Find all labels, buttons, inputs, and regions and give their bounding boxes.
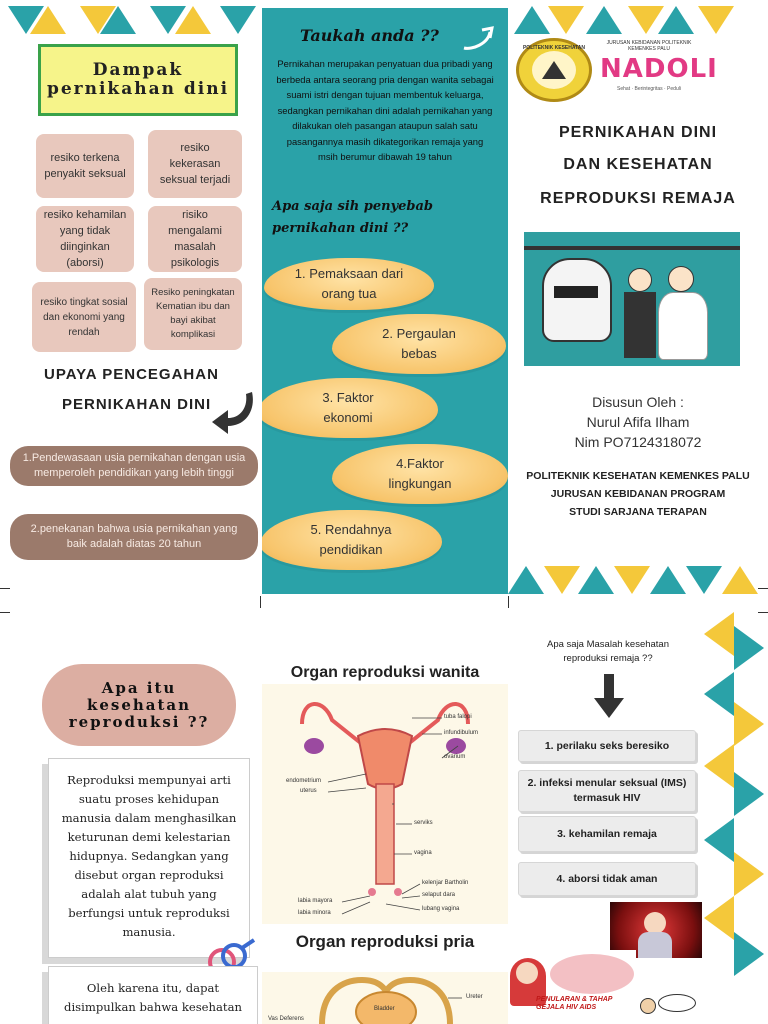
bottom-right-panel: [508, 612, 768, 1024]
cause-text: 2. Pergaulan bebas: [382, 326, 456, 361]
prevention-item: 2.penekanan bahwa usia pernikahan yang baik adalah diatas 20 tahun: [10, 514, 258, 560]
decor-triangle: [704, 896, 734, 940]
effect-box: resiko terkena penyakit seksual: [36, 134, 134, 198]
taukah-title: Taukah anda ??: [300, 26, 439, 45]
dampak-title-box: [38, 44, 238, 116]
top-middle-panel: [262, 8, 508, 594]
decor-triangle: [734, 626, 764, 670]
reproduksi-title: Apa itu kesehatan reproduksi ??: [68, 678, 210, 731]
prevention-title-2: PERNIKAHAN DINI: [62, 396, 212, 413]
reproduksi-body-box: [48, 758, 250, 958]
decor-triangle: [548, 6, 584, 34]
cause-cloud: [262, 510, 442, 570]
poltekkes-logo-text: POLITEKNIK KESEHATAN: [522, 45, 586, 51]
effect-box: resiko kekerasan seksual terjadi: [148, 130, 242, 198]
decor-triangle: [722, 566, 758, 594]
cause-text: 3. Faktor ekonomi: [322, 390, 374, 425]
institution-3: STUDI SARJANA TERAPAN: [569, 506, 707, 518]
crop-mark: [0, 612, 10, 613]
label-vas-deferens: Vas Deferens: [268, 1016, 304, 1022]
cause-text: 4.Faktor lingkungan: [388, 456, 452, 491]
decor-triangle: [586, 6, 622, 34]
male-organ-diagram: [262, 972, 508, 1024]
cause-text: 5. Rendahnya pendidikan: [310, 522, 392, 557]
decor-triangle: [508, 566, 544, 594]
cover-title-2: DAN KESEHATAN: [563, 156, 713, 173]
author-nim: Nim PO7124318072: [574, 434, 702, 450]
decor-triangle: [704, 672, 734, 716]
cause-cloud: [264, 258, 434, 310]
label-kelenjar-bartholin: kelenjar Bartholin: [422, 880, 469, 886]
decor-triangle: [704, 744, 734, 788]
crop-mark: [758, 612, 768, 613]
label-labia-minora: labia minora: [298, 910, 331, 916]
dampak-title: Dampak pernikahan dini: [46, 60, 230, 99]
nadoli-sub: Sehat · Berintegritas · Peduli: [617, 86, 681, 92]
label-ureter: Ureter: [466, 994, 483, 1000]
nadoli-brand: NADOLI: [600, 54, 718, 84]
decor-triangle: [704, 818, 734, 862]
author-label: Disusun Oleh :: [592, 394, 684, 410]
decor-triangle: [686, 566, 722, 594]
swoosh-arrow-icon: [460, 24, 496, 54]
decor-triangle: [514, 6, 550, 34]
problems-question: Apa saja Masalah kesehatan reproduksi remaja ??: [547, 639, 669, 664]
decor-triangle: [30, 6, 66, 34]
decor-triangle: [175, 6, 211, 34]
reproduksi-body: Reproduksi mempunyai arti suatu proses kehidupan manusia dalam menghasilkan keturunan demi kelestarian hidupnya. Sedangkan yang disebut organ reproduksi adalah alat tubuh yang berfungsi untuk reproduksi manusia.: [61, 773, 237, 939]
decor-triangle: [658, 6, 694, 34]
decor-triangle: [650, 566, 686, 594]
crop-mark: [260, 596, 261, 608]
label-selaput-dara: selaput dara: [422, 892, 456, 898]
top-right-panel: [508, 0, 768, 595]
poltekkes-logo: [516, 38, 592, 102]
decor-triangle: [544, 566, 580, 594]
problem-box: 2. infeksi menular seksual (IMS) termasuk HIV: [518, 770, 696, 812]
reproduksi-title-pill: [42, 664, 236, 746]
nadoli-logo-top: JURUSAN KEBIDANAN POLITEKNIK KEMENKES PALU: [606, 40, 692, 52]
male-organ-title: Organ reproduksi pria: [295, 932, 475, 951]
prevention-title-1: UPAYA PENCEGAHAN: [44, 366, 219, 383]
crop-mark: [758, 588, 768, 589]
cover-title-3: REPRODUKSI REMAJA: [540, 190, 736, 207]
cause-cloud: [332, 444, 508, 504]
author-name: Nurul Afifa Ilham: [586, 414, 690, 430]
cause-cloud: [332, 314, 506, 374]
label-endometrium: endometrium: [286, 778, 322, 784]
cause-cloud: [262, 378, 438, 438]
effect-box: resiko tingkat sosial dan ekonomi yang rendah: [32, 282, 136, 352]
decor-triangle: [220, 6, 256, 34]
label-ovarium: ovarium: [444, 754, 466, 760]
problem-box: 3. kehamilan remaja: [518, 816, 696, 852]
hiv-poster-text: PENULARAN & TAHAP GEJALA HIV AIDS: [536, 996, 613, 1011]
effect-box: risiko mengalami masalah psikologis: [148, 206, 242, 272]
down-arrow-icon: [594, 674, 624, 720]
causes-title: Apa saja sih penyebab pernikahan dini ??: [272, 199, 433, 236]
cover-title-1: PERNIKAHAN DINI: [558, 124, 718, 141]
female-organ-title: Organ reproduksi wanita: [290, 664, 480, 681]
taukah-body: Pernikahan merupakan penyatuan dua pribadi yang berbeda antara seorang pria dengan wanita sebagai suami istri dengan tujuan membentuk keluarga, sedangkan pernikahan dini adalah pernikahan yang dilakukan oleh pasangan ataupun salah satu pasangannya masih dikategorikan remaja yang msih berumur dibawah 19 tahun: [276, 58, 494, 162]
hiv-poster: [508, 950, 636, 1024]
crop-mark: [0, 588, 10, 589]
effect-box: Resiko peningkatan Kematian ibu dan bayi akibat komplikasi: [144, 278, 242, 350]
decor-triangle: [734, 932, 764, 976]
problem-box: 1. perilaku seks beresiko: [518, 730, 696, 762]
decor-triangle: [704, 612, 734, 656]
decor-triangle: [578, 566, 614, 594]
cover-illustration: [524, 232, 740, 366]
decor-triangle: [734, 852, 764, 896]
effect-box: resiko kehamilan yang tidak diinginkan (aborsi): [36, 206, 134, 272]
label-infundibulum: infundibulum: [444, 730, 479, 736]
decor-triangle: [614, 566, 650, 594]
institution-2: JURUSAN KEBIDANAN PROGRAM: [550, 488, 726, 500]
decor-triangle: [734, 702, 764, 746]
female-organ-diagram: [262, 684, 508, 924]
decor-triangle: [100, 6, 136, 34]
label-serviks: serviks: [414, 820, 433, 826]
reproduksi-body2-box: [48, 966, 258, 1024]
label-lubang-vagina: lubang vagina: [422, 906, 460, 912]
label-tuba-falopi: tuba falopi: [444, 714, 472, 720]
label-bladder: Bladder: [374, 1006, 395, 1012]
bottom-left-panel: [0, 612, 260, 1024]
reproduksi-body2: Oleh karena itu, dapat disimpulkan bahwa kesehatan: [64, 981, 242, 1014]
curved-arrow-icon: [206, 388, 260, 440]
decor-triangle: [698, 6, 734, 34]
bottom-middle-panel: [262, 612, 508, 1024]
crop-mark: [508, 596, 509, 608]
decor-triangle: [734, 772, 764, 816]
label-labia-mayora: labia mayora: [298, 898, 333, 904]
label-vagina: vagina: [414, 850, 432, 856]
institution-1: POLITEKNIK KESEHATAN KEMENKES PALU: [526, 470, 750, 482]
prevention-item: 1.Pendewasaan usia pernikahan dengan usia memperoleh pendidikan yang lebih tinggi: [10, 446, 258, 486]
problem-box: 4. aborsi tidak aman: [518, 862, 696, 896]
cause-text: 1. Pemaksaan dari orang tua: [294, 266, 404, 301]
nadoli-logo: [600, 40, 718, 102]
top-left-panel: [0, 0, 260, 595]
label-uterus: uterus: [300, 788, 317, 794]
cartoon-illustration: [638, 994, 698, 1024]
